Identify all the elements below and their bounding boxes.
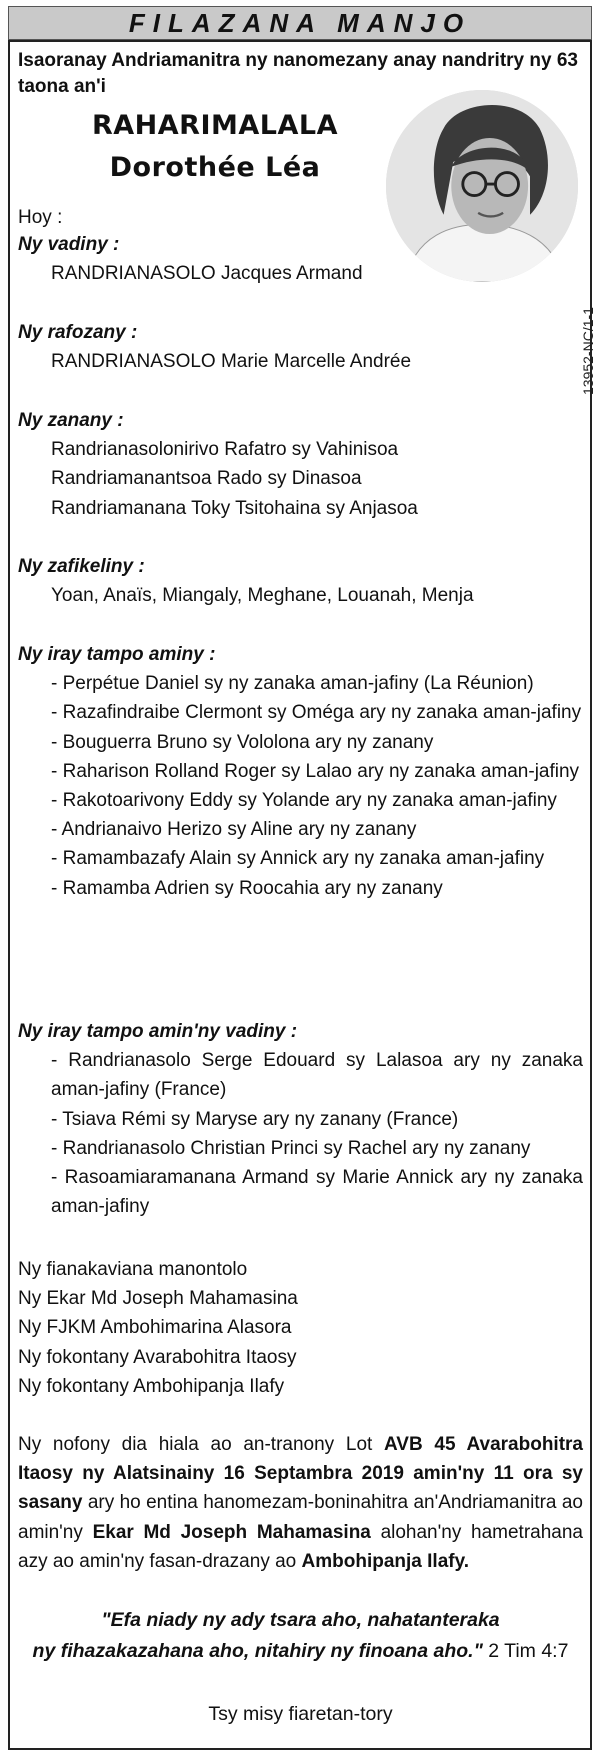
section-label: Ny iray tampo amin'ny vadiny : [18,1021,298,1042]
list-item: - Randrianasolo Christian Princi sy Rachel ary ny zanany [51,1137,531,1159]
list-item: - Randrianasolo Serge Edouard sy Lalasoa ary ny zanaka aman-jafiny (France) [51,1050,583,1101]
announcement-paragraph [18,1430,583,1576]
announcement-church: Ekar Md Joseph Mahamasina [92,1521,371,1543]
quote-line-with-source [18,1636,583,1667]
footer-note: Tsy misy fiaretan-tory [208,1703,393,1725]
list-item: Randriamanantsoa Rado sy Dinasoa [51,468,362,490]
list-item: Randrianasolonirivo Rafatro sy Vahinisoa [51,439,399,461]
list-item: - Rakotoarivony Eddy sy Yolande ary ny zanaka aman-jafiny [51,790,557,812]
announcement-text: alohan'ny hametrahana azy ao amin'ny fasan-drazany ao [18,1521,583,1572]
announcement-text: ary ho entina hanomezam-boninahitra an'Andriamanitra ao amin'ny [18,1492,583,1543]
list-item: - Andrianaivo Herizo sy Aline ary ny zanany [51,819,417,841]
deceased-given-name: Dorothée Léa [109,152,321,183]
list-item: Yoan, Anaïs, Miangaly, Meghane, Louanah, Menja [51,585,474,607]
reference-code: 13952-NC/1-1 [580,307,596,395]
section-vadiny [18,230,583,288]
list-item: Ny FJKM Ambohimarina Alasora [18,1317,292,1339]
list-item: Ny fianakaviana manontolo [18,1259,248,1280]
list-item: Ny fokontany Avarabohitra Itaosy [18,1346,297,1368]
section-label: Ny rafozany : [18,322,138,343]
section-rafozany [18,318,583,376]
list-item: - Ramamba Adrien sy Roocahia ary ny zanany [51,877,443,899]
section-zafikeliny [18,552,583,610]
hoy-label: Hoy : [18,207,63,228]
quote-line: ny fihazakazahana aho, nitahiry ny finoana aho." [32,1640,483,1662]
list-item: RANDRIANASOLO Jacques Armand [51,263,363,285]
quote-source: 2 Tim 4:7 [482,1640,569,1662]
list-item: - Razafindraibe Clermont sy Oméga ary ny zanaka aman-jafiny [51,702,582,724]
section-label: Ny zanany : [18,410,124,431]
announcement-address-date: AVB 45 Avarabohitra Itaosy ny Alatsinainy 16 Septambra 2019 amin'ny 11 ora sy sasany [18,1434,583,1514]
section-tampo-vadiny [18,1017,583,1221]
header-banner [8,6,592,40]
section-label: Ny vadiny : [18,234,120,255]
intro-text: Isaoranay Andriamanitra ny nanomezany anay nandritry ny 63 taona an'i [18,50,578,97]
list-item: - Perpétue Daniel sy ny zanaka aman-jafiny (La Réunion) [51,673,534,695]
header-title: FILAZANA MANJO [128,7,472,38]
list-item: - Ramambazafy Alain sy Annick ary ny zanaka aman-jafiny [51,848,545,870]
family-groups [18,1255,583,1401]
list-item: - Tsiava Rémi sy Maryse ary ny zanany (France) [51,1108,459,1130]
bible-quote [18,1605,583,1667]
list-item: - Rasoamiaramanana Armand sy Marie Annick ary ny zanaka aman-jafiny [51,1167,583,1218]
list-item: Randriamanana Toky Tsitohaina sy Anjasoa [51,497,418,519]
announcement-text: Ny nofony dia hiala ao an-tranony Lot [18,1434,384,1455]
list-item: RANDRIANASOLO Marie Marcelle Andrée [51,351,412,373]
section-label: Ny iray tampo aminy : [18,644,216,665]
section-tampo-aminy [18,640,583,903]
deceased-surname: RAHARIMALALA [92,110,338,141]
list-item: Ny fokontany Ambohipanja Ilafy [18,1375,285,1397]
section-label: Ny zafikeliny : [18,556,145,577]
list-item: Ny Ekar Md Joseph Mahamasina [18,1288,298,1310]
quote-line: "Efa niady ny ady tsara aho, nahatanteraka [101,1609,500,1631]
list-item: - Bouguerra Bruno sy Vololona ary ny zanany [51,731,434,753]
list-item: - Raharison Rolland Roger sy Lalao ary ny zanaka aman-jafiny [51,760,580,782]
section-zanany [18,406,583,523]
announcement-burial-place: Ambohipanja Ilafy. [301,1550,470,1572]
